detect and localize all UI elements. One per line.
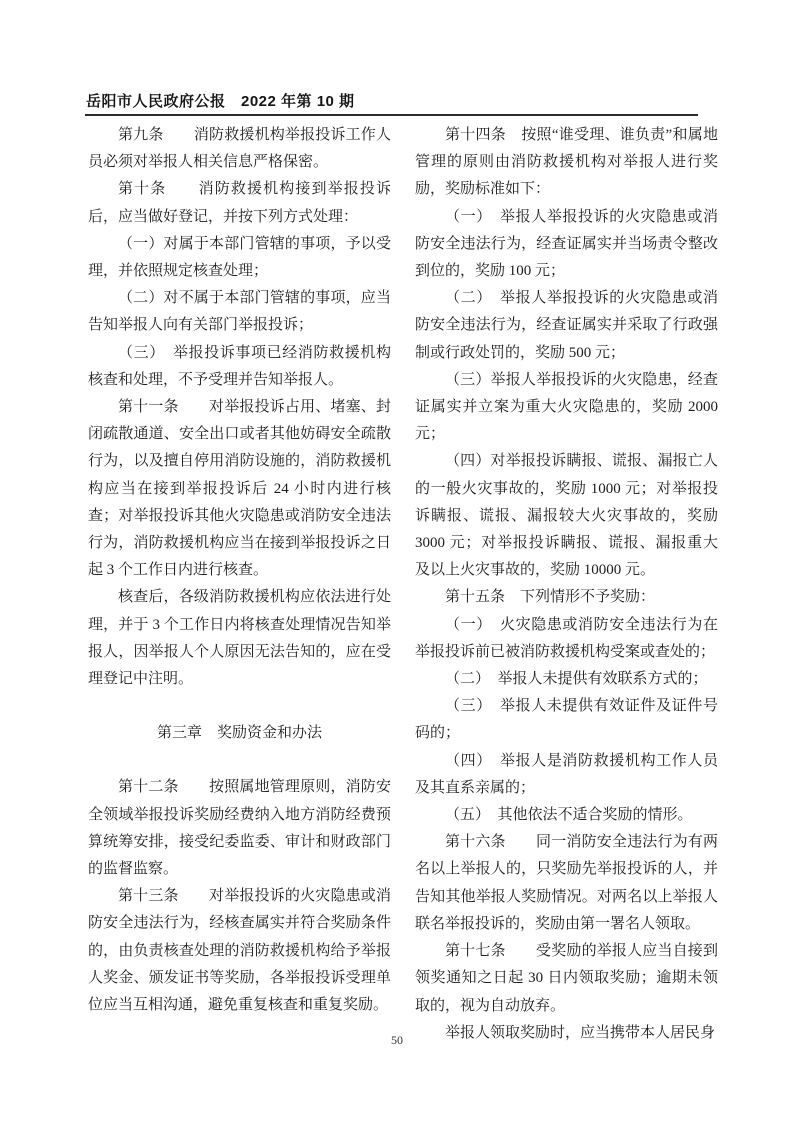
- paragraph: （五） 其他依法不适合奖励的情形。: [445, 807, 693, 824]
- paragraph: 第十六条 同一消防安全违法行为有两名以上举报人的，只奖励先举报投诉的人，并告知其他举报人奖励情况。对两名以上举报人联名举报投诉的，奖励由第一署名人领取。: [415, 834, 718, 932]
- chapter-heading: 第三章 奖励资金和办法: [156, 725, 322, 742]
- paragraph: 核查后，各级消防救援机构应依法进行处理，并于 3 个工作日内将核查处理情况告知举报人，因举报人个人原因无法告知的，应在受理登记中注明。: [88, 589, 391, 688]
- paragraph: （一）对属于本部门管辖的事项，予以受理，并依照规定核查处理；: [88, 235, 391, 280]
- document-body: [88, 122, 718, 1047]
- paragraph: 第十一条 对举报投诉占用、堵塞、封闭疏散通道、安全出口或者其他妨碍安全疏散行为，以及擅自停用消防设施的，消防救援机构应当在接到举报投诉后 24 小时内进行核查；对举报投诉其他火灾隐患或消防安全违法行为，消防救援机构应当在接到举报投诉之日起 3 个工作日内进行核查。: [88, 399, 391, 579]
- paragraph: 第十条 消防救援机构接到举报投诉后，应当做好登记，并按下列方式处理：: [88, 181, 391, 225]
- paragraph: （三） 举报人未提供有效证件及证件号码的；: [415, 698, 718, 742]
- left-column: [88, 122, 391, 1047]
- paragraph: 举报人领取奖励时，应当携带本人居民身: [445, 1024, 716, 1041]
- header-rule: [85, 114, 698, 116]
- paragraph: （二） 举报人未提供有效联系方式的；: [445, 671, 708, 688]
- paragraph: （四）对举报投诉瞒报、谎报、漏报亡人的一般火灾事故的，奖励 1000 元；对举报投诉瞒报、谎报、漏报较大火灾事故的，奖励 3000 元；对举报投诉瞒报、谎报、漏报重大及以上火灾事故的，奖励 10000 元。: [415, 453, 718, 579]
- paragraph: 第十七条 受奖励的举报人应当自接到领奖通知之日起 30 日内领取奖励；逾期未领取的，视为自动放弃。: [415, 943, 718, 1014]
- paragraph: 第十二条 按照属地管理原则，消防安全领域举报投诉奖励经费纳入地方消防经费预算统筹安排，接受纪委监委、审计和财政部门的监督监察。: [88, 779, 391, 878]
- paragraph: （二） 举报人举报投诉的火灾隐患或消防安全违法行为，经查证属实并采取了行政强制或行政处罚的，奖励 500 元；: [415, 290, 718, 361]
- paragraph: （三）举报人举报投诉的火灾隐患，经查证属实并立案为重大火灾隐患的，奖励 2000 元；: [415, 371, 718, 443]
- paragraph: 第十四条 按照“谁受理、谁负责”和属地管理的原则由消防救援机构对举报人进行奖励，奖励标准如下：: [415, 127, 718, 198]
- page-number: 50: [391, 1033, 403, 1047]
- paragraph: （三） 举报投诉事项已经消防救援机构核查和处理，不予受理并告知举报人。: [88, 344, 391, 388]
- gazette-title: 岳阳市人民政府公报 2022 年第 10 期: [86, 93, 355, 110]
- paragraph: （一） 火灾隐患或消防安全违法行为在举报投诉前已被消防救援机构受案或查处的；: [415, 616, 718, 660]
- paragraph: 第十三条 对举报投诉的火灾隐患或消防安全违法行为，经核查属实并符合奖励条件的，由负责核查处理的消防救援机构给予举报人奖金、颁发证书等奖励，各举报投诉受理单位应当互相沟通，避免重复核查和重复奖励。: [88, 888, 391, 1014]
- paragraph: 第九条 消防救援机构举报投诉工作人员必须对举报人相关信息严格保密。: [88, 127, 391, 171]
- right-column: [415, 122, 718, 1047]
- paragraph: （二）对不属于本部门管辖的事项，应当告知举报人向有关部门举报投诉；: [88, 290, 391, 334]
- paragraph: （四） 举报人是消防救援机构工作人员及其直系亲属的；: [415, 752, 718, 796]
- paragraph: 第十五条 下列情形不予奖励：: [445, 589, 656, 606]
- paragraph: （一） 举报人举报投诉的火灾隐患或消防安全违法行为，经查证属实并当场责令整改到位的，奖励 100 元；: [415, 208, 718, 280]
- page-footer: [0, 1031, 794, 1049]
